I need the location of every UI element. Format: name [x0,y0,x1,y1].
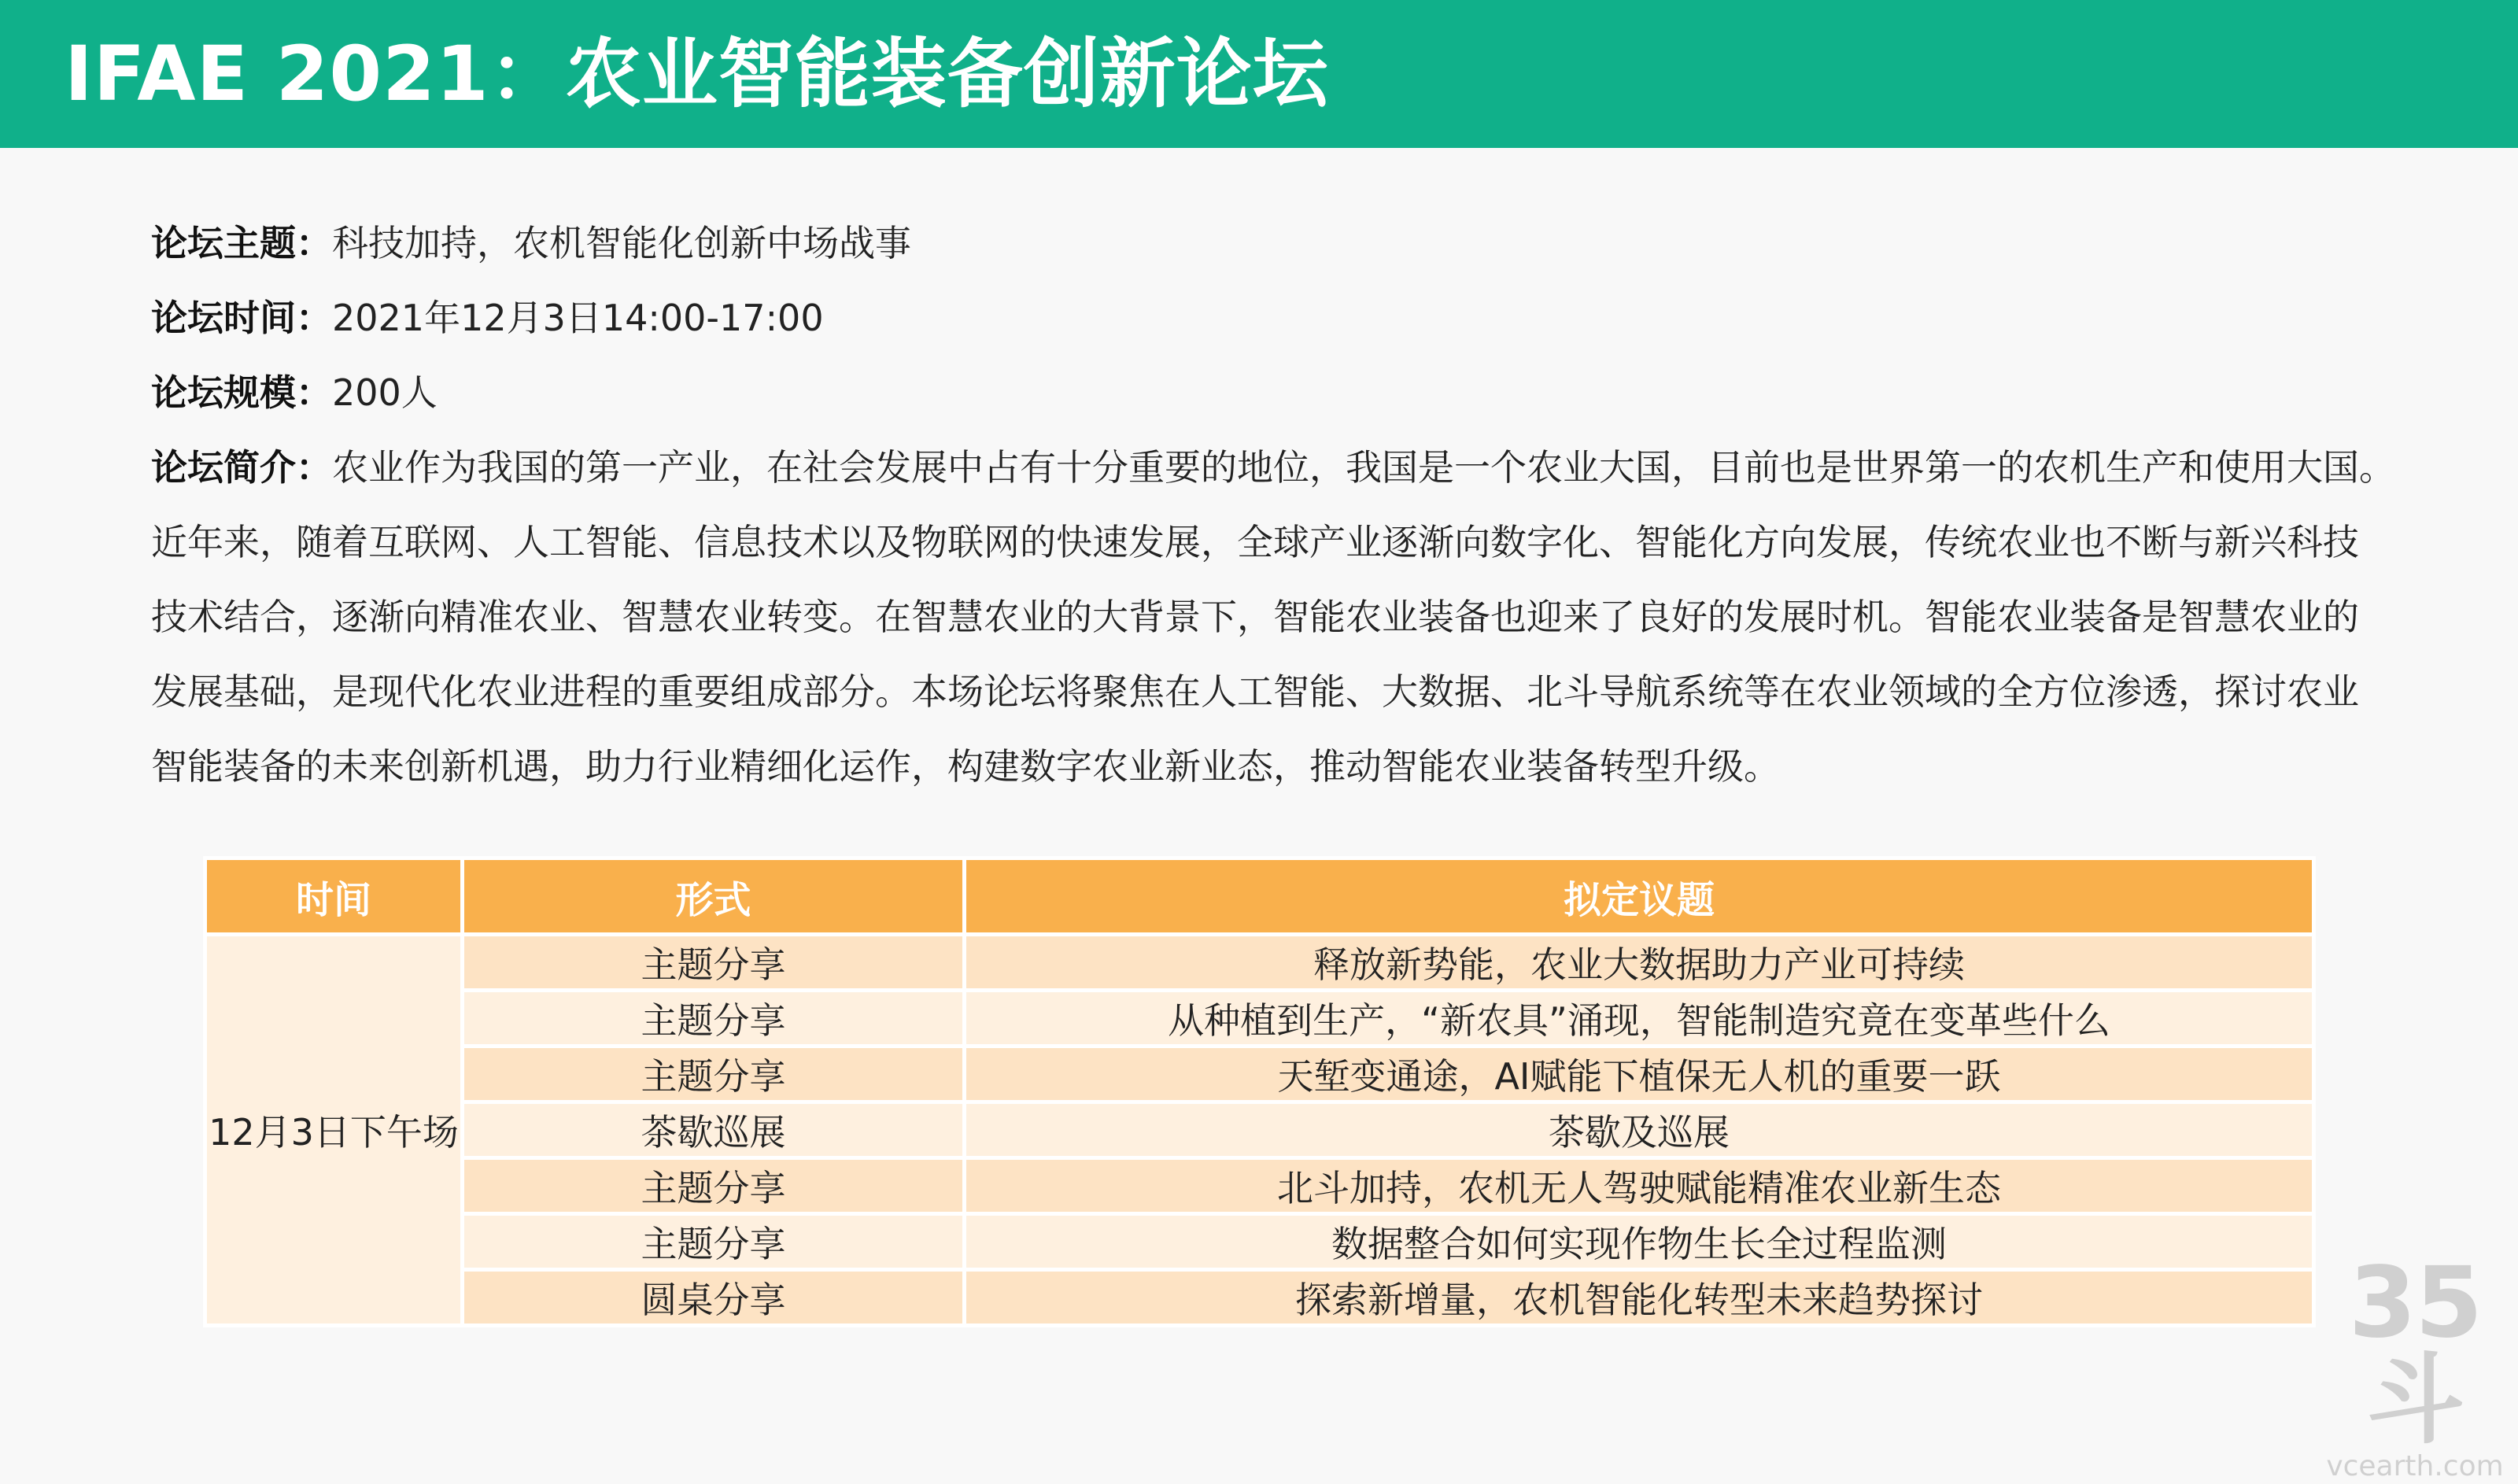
topic-cell: 释放新势能，农业大数据助力产业可持续 [965,935,2314,991]
forum-info [151,206,2433,804]
watermark-logo [2324,1246,2505,1484]
intro-line-2: 近年来，随着互联网、人工智能、信息技术以及物联网的快速发展，全球产业逐渐向数字化、智能化方向发展，传统农业也不断与新兴科技 [151,521,2359,563]
theme-label: 论坛主题： [151,222,332,264]
watermark-mark: 35斗 [2348,1246,2482,1457]
time-label: 论坛时间： [151,297,332,339]
format-cell: 主题分享 [463,935,965,991]
table-row [205,1047,2314,1102]
intro-line-1: 农业作为我国的第一产业，在社会发展中占有十分重要的地位，我国是一个农业大国，目前也是世界第一的农机生产和使用大国。 [332,446,2395,489]
topic-cell: 北斗加持，农机无人驾驶赋能精准农业新生态 [965,1158,2314,1214]
page-title: IFAE 2021：农业智能装备创新论坛 [65,30,1329,118]
topic-cell: 数据整合如何实现作物生长全过程监测 [965,1214,2314,1270]
watermark-url: vcearth.com [2326,1450,2504,1482]
table-header-row [205,858,2314,935]
intro-label: 论坛简介： [151,446,332,489]
table-row [205,1214,2314,1270]
scale-value: 200人 [332,371,438,414]
time-value: 2021年12月3日14:00-17:00 [332,297,824,339]
session-cell: 12月3日下午场 [205,935,463,1326]
topic-cell: 探索新增量，农机智能化转型未来趋势探讨 [965,1270,2314,1326]
intro-line-5: 智能装备的未来创新机遇，助力行业精细化运作，构建数字农业新业态，推动智能农业装备转型升级。 [151,745,1780,788]
header-format: 形式 [463,858,965,935]
schedule-table [203,856,2316,1327]
title-bar [0,0,2518,148]
format-cell: 主题分享 [463,1158,965,1214]
format-cell: 主题分享 [463,1047,965,1102]
forum-intro [151,430,2433,804]
header-time: 时间 [205,858,463,935]
table-row [205,1102,2314,1158]
forum-theme [151,206,2433,281]
topic-cell: 从种植到生产，“新农具”涌现，智能制造究竟在变革些什么 [965,991,2314,1047]
topic-cell: 天堑变通途，AI赋能下植保无人机的重要一跃 [965,1047,2314,1102]
table-row [205,1158,2314,1214]
header-topic: 拟定议题 [965,858,2314,935]
table-row [205,935,2314,991]
format-cell: 主题分享 [463,1214,965,1270]
forum-time [151,281,2433,356]
table-row [205,1270,2314,1326]
scale-label: 论坛规模： [151,371,332,414]
format-cell: 主题分享 [463,991,965,1047]
theme-value: 科技加持，农机智能化创新中场战事 [332,222,911,264]
intro-line-4: 发展基础，是现代化农业进程的重要组成部分。本场论坛将聚焦在人工智能、大数据、北斗导航系统等在农业领域的全方位渗透，探讨农业 [151,670,2359,713]
intro-line-3: 技术结合，逐渐向精准农业、智慧农业转变。在智慧农业的大背景下，智能农业装备也迎来了良好的发展时机。智能农业装备是智慧农业的 [151,596,2359,638]
topic-cell: 茶歇及巡展 [965,1102,2314,1158]
format-cell: 圆桌分享 [463,1270,965,1326]
table-row [205,991,2314,1047]
format-cell: 茶歇巡展 [463,1102,965,1158]
forum-scale [151,356,2433,430]
